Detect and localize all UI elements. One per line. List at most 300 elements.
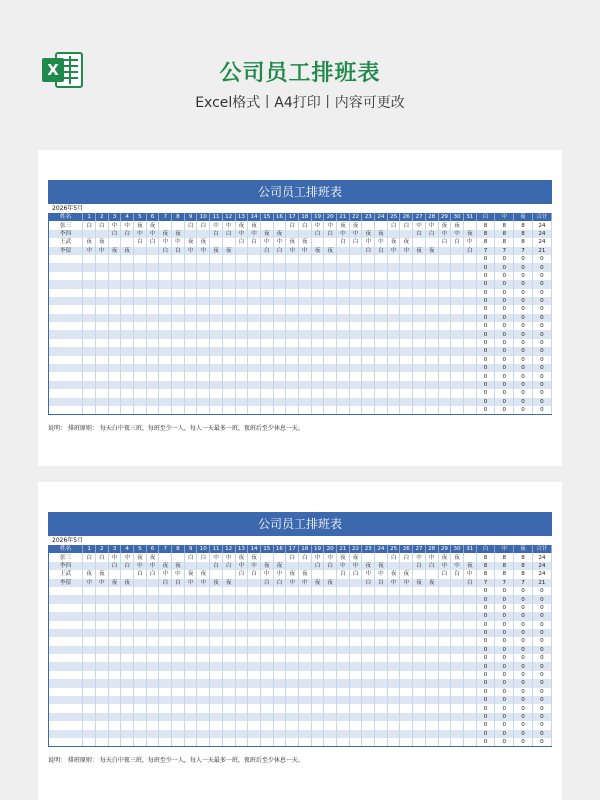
shift-cell [324, 389, 337, 397]
shift-cell [298, 671, 311, 679]
shift-cell [298, 322, 311, 330]
shift-cell [134, 406, 147, 415]
shift-cell: 白 [235, 570, 248, 578]
employee-name-cell [49, 612, 83, 620]
shift-cell [108, 347, 121, 355]
shift-cell [260, 280, 273, 288]
shift-cell [159, 263, 172, 271]
shift-cell [159, 330, 172, 338]
mid-shift-total-cell: 0 [495, 305, 514, 313]
shift-cell [324, 730, 337, 738]
day-shift-total-cell: 7 [476, 579, 495, 587]
shift-cell: 中 [210, 553, 223, 561]
shift-cell [146, 305, 159, 313]
shift-cell [438, 738, 451, 747]
grand-total-cell: 0 [532, 637, 551, 645]
shift-cell [121, 280, 134, 288]
shift-cell [324, 637, 337, 645]
shift-cell: 白 [311, 230, 324, 238]
shift-cell [235, 721, 248, 729]
shift-cell: 中 [222, 221, 235, 229]
shift-cell [451, 730, 464, 738]
shift-cell [134, 587, 147, 595]
shift-cell [311, 696, 324, 704]
shift-cell [197, 322, 210, 330]
shift-cell [413, 671, 426, 679]
shift-cell [387, 738, 400, 747]
shift-cell [324, 721, 337, 729]
table-row [49, 696, 552, 704]
day-shift-total-cell: 0 [476, 704, 495, 712]
shift-cell [159, 280, 172, 288]
shift-cell [349, 713, 362, 721]
shift-cell [463, 612, 476, 620]
shift-cell [463, 398, 476, 406]
shift-cell: 白 [95, 553, 108, 561]
shift-cell [146, 389, 159, 397]
shift-cell [108, 255, 121, 263]
shift-cell: 夜 [286, 238, 299, 246]
column-header: 10 [197, 545, 210, 553]
shift-cell [425, 671, 438, 679]
shift-cell [95, 230, 108, 238]
shift-cell [248, 612, 261, 620]
shift-cell [146, 347, 159, 355]
table-row [49, 587, 552, 595]
shift-cell [463, 704, 476, 712]
shift-cell [134, 721, 147, 729]
shift-cell [451, 629, 464, 637]
shift-cell [413, 389, 426, 397]
shift-cell: 夜 [108, 579, 121, 587]
shift-cell [463, 339, 476, 347]
shift-cell [286, 629, 299, 637]
shift-cell [273, 646, 286, 654]
night-shift-total-cell: 0 [514, 339, 533, 347]
shift-cell: 中 [286, 579, 299, 587]
shift-cell [324, 297, 337, 305]
shift-cell [413, 738, 426, 747]
shift-cell [121, 604, 134, 612]
shift-cell [298, 406, 311, 415]
shift-cell [222, 629, 235, 637]
shift-cell [260, 364, 273, 372]
shift-cell [172, 629, 185, 637]
column-header: 中 [495, 545, 514, 553]
shift-cell: 夜 [286, 570, 299, 578]
table-row [49, 247, 552, 255]
column-header: 13 [235, 213, 248, 221]
grand-total-cell: 0 [532, 587, 551, 595]
shift-cell [311, 621, 324, 629]
employee-name-cell [49, 347, 83, 355]
shift-cell [146, 339, 159, 347]
shift-cell: 中 [95, 579, 108, 587]
shift-cell [108, 621, 121, 629]
shift-cell: 中 [248, 562, 261, 570]
shift-cell [337, 263, 350, 271]
shift-cell [337, 347, 350, 355]
shift-cell [451, 247, 464, 255]
grand-total-cell: 0 [532, 305, 551, 313]
night-shift-total-cell: 7 [514, 579, 533, 587]
shift-cell [83, 389, 96, 397]
shift-cell [273, 255, 286, 263]
night-shift-total-cell: 0 [514, 255, 533, 263]
shift-cell [134, 305, 147, 313]
table-row [49, 553, 552, 561]
shift-cell [210, 662, 223, 670]
table-row [49, 272, 552, 280]
night-shift-total-cell: 0 [514, 671, 533, 679]
shift-cell [121, 398, 134, 406]
shift-cell: 白 [159, 247, 172, 255]
shift-cell: 白 [337, 238, 350, 246]
shift-cell [438, 398, 451, 406]
shift-cell [248, 738, 261, 747]
shift-cell: 夜 [83, 570, 96, 578]
column-header: 1 [83, 213, 96, 221]
shift-cell [451, 671, 464, 679]
shift-cell [197, 671, 210, 679]
shift-cell [159, 587, 172, 595]
shift-cell [197, 721, 210, 729]
shift-cell [134, 637, 147, 645]
employee-name-cell [49, 398, 83, 406]
shift-cell: 夜 [222, 247, 235, 255]
shift-cell: 白 [349, 570, 362, 578]
day-shift-total-cell: 8 [476, 553, 495, 561]
column-header: 26 [400, 213, 413, 221]
shift-cell [425, 570, 438, 578]
shift-cell [337, 372, 350, 380]
shift-cell [146, 604, 159, 612]
shift-cell [425, 330, 438, 338]
shift-cell [349, 364, 362, 372]
sheet-title: 公司员工排班表 [48, 180, 552, 204]
shift-cell [159, 322, 172, 330]
shift-cell [298, 704, 311, 712]
night-shift-total-cell: 0 [514, 314, 533, 322]
shift-cell [121, 654, 134, 662]
shift-cell [184, 604, 197, 612]
shift-cell [451, 305, 464, 313]
shift-cell [349, 339, 362, 347]
shift-cell: 夜 [146, 553, 159, 561]
shift-cell [349, 646, 362, 654]
schedule-table [48, 213, 552, 415]
column-header: 白 [476, 213, 495, 221]
table-row [49, 604, 552, 612]
shift-cell: 夜 [134, 553, 147, 561]
shift-cell [95, 263, 108, 271]
shift-cell [134, 322, 147, 330]
column-header: 22 [349, 545, 362, 553]
shift-cell [146, 398, 159, 406]
shift-cell [375, 314, 388, 322]
shift-cell [311, 305, 324, 313]
mid-shift-total-cell: 0 [495, 381, 514, 389]
employee-name-cell [49, 679, 83, 687]
shift-cell [222, 679, 235, 687]
shift-cell [184, 347, 197, 355]
shift-cell [387, 272, 400, 280]
shift-cell [286, 356, 299, 364]
shift-cell [260, 713, 273, 721]
column-header: 15 [260, 213, 273, 221]
shift-cell [438, 272, 451, 280]
shift-cell: 中 [134, 562, 147, 570]
shift-cell [463, 289, 476, 297]
shift-cell [362, 713, 375, 721]
shift-cell [235, 646, 248, 654]
shift-cell [108, 406, 121, 415]
grand-total-cell: 0 [532, 671, 551, 679]
night-shift-total-cell: 0 [514, 587, 533, 595]
shift-cell [400, 713, 413, 721]
shift-cell [134, 688, 147, 696]
shift-cell [273, 721, 286, 729]
night-shift-total-cell: 0 [514, 738, 533, 747]
shift-cell [83, 305, 96, 313]
shift-cell [425, 289, 438, 297]
shift-cell [121, 679, 134, 687]
shift-cell [172, 263, 185, 271]
table-row [49, 721, 552, 729]
shift-cell [463, 654, 476, 662]
shift-cell [184, 595, 197, 603]
shift-cell [121, 289, 134, 297]
shift-cell: 白 [210, 230, 223, 238]
shift-cell [121, 322, 134, 330]
shift-cell [438, 406, 451, 415]
shift-cell [298, 688, 311, 696]
shift-cell [413, 612, 426, 620]
shift-cell: 白 [413, 562, 426, 570]
shift-cell [438, 356, 451, 364]
shift-cell [134, 297, 147, 305]
shift-cell [438, 654, 451, 662]
shift-cell [222, 637, 235, 645]
shift-cell [311, 339, 324, 347]
employee-name-cell [49, 372, 83, 380]
shift-cell: 中 [400, 579, 413, 587]
shift-cell [311, 330, 324, 338]
shift-cell [425, 721, 438, 729]
shift-cell [463, 604, 476, 612]
shift-cell [248, 406, 261, 415]
employee-name-cell: 李留 [49, 247, 83, 255]
shift-cell [83, 612, 96, 620]
shift-cell [273, 553, 286, 561]
grand-total-cell: 21 [532, 247, 551, 255]
shift-cell [311, 654, 324, 662]
shift-cell [463, 730, 476, 738]
shift-cell [83, 629, 96, 637]
shift-cell [349, 688, 362, 696]
table-row [49, 314, 552, 322]
shift-cell [108, 372, 121, 380]
shift-cell [413, 330, 426, 338]
shift-cell: 夜 [146, 221, 159, 229]
shift-cell [400, 587, 413, 595]
shift-cell [146, 322, 159, 330]
shift-cell: 夜 [413, 247, 426, 255]
shift-cell [286, 654, 299, 662]
shift-cell [134, 389, 147, 397]
employee-name-cell [49, 314, 83, 322]
day-shift-total-cell: 0 [476, 406, 495, 415]
page-subtitle: Excel格式丨A4打印丨内容可更改 [195, 95, 405, 111]
shift-cell [260, 339, 273, 347]
shift-cell [222, 364, 235, 372]
shift-cell [95, 364, 108, 372]
shift-cell [463, 322, 476, 330]
shift-cell: 夜 [425, 247, 438, 255]
shift-cell [172, 721, 185, 729]
shift-cell [197, 562, 210, 570]
shift-cell: 中 [159, 570, 172, 578]
shift-cell [286, 289, 299, 297]
shift-cell [438, 579, 451, 587]
shift-cell [362, 646, 375, 654]
shift-cell [298, 713, 311, 721]
shift-cell [349, 671, 362, 679]
night-shift-total-cell: 0 [514, 272, 533, 280]
shift-cell [172, 587, 185, 595]
shift-cell [375, 305, 388, 313]
table-row [49, 372, 552, 380]
shift-cell [108, 595, 121, 603]
shift-cell [235, 289, 248, 297]
shift-cell [400, 738, 413, 747]
shift-cell: 夜 [337, 221, 350, 229]
shift-cell [248, 688, 261, 696]
grand-total-cell: 0 [532, 339, 551, 347]
shift-cell [286, 671, 299, 679]
shift-cell: 白 [121, 230, 134, 238]
shift-cell [235, 381, 248, 389]
shift-cell [248, 713, 261, 721]
shift-cell [349, 587, 362, 595]
column-header: 中 [495, 213, 514, 221]
shift-cell [362, 255, 375, 263]
grand-total-cell: 0 [532, 738, 551, 747]
shift-cell [121, 629, 134, 637]
table-row [49, 238, 552, 246]
shift-cell [210, 280, 223, 288]
shift-cell [121, 381, 134, 389]
shift-cell: 白 [375, 579, 388, 587]
shift-cell [95, 272, 108, 280]
table-row [49, 356, 552, 364]
shift-cell [387, 604, 400, 612]
shift-cell [197, 255, 210, 263]
shift-cell: 中 [210, 221, 223, 229]
shift-cell [337, 688, 350, 696]
shift-cell: 白 [438, 238, 451, 246]
shift-cell [184, 654, 197, 662]
table-row [49, 230, 552, 238]
shift-cell [298, 305, 311, 313]
shift-cell [184, 662, 197, 670]
shift-cell [184, 730, 197, 738]
night-shift-total-cell: 0 [514, 654, 533, 662]
shift-cell: 中 [324, 221, 337, 229]
shift-cell [83, 297, 96, 305]
shift-cell: 白 [197, 221, 210, 229]
shift-cell: 中 [248, 230, 261, 238]
shift-cell [286, 330, 299, 338]
shift-cell [362, 704, 375, 712]
shift-cell [425, 406, 438, 415]
table-row [49, 289, 552, 297]
shift-cell: 白 [172, 247, 185, 255]
mid-shift-total-cell: 8 [495, 238, 514, 246]
shift-cell [184, 696, 197, 704]
shift-cell [425, 738, 438, 747]
shift-cell [83, 604, 96, 612]
shift-cell [311, 255, 324, 263]
shift-cell [375, 604, 388, 612]
shift-cell [108, 646, 121, 654]
mid-shift-total-cell: 0 [495, 604, 514, 612]
shift-cell [222, 280, 235, 288]
shift-cell [260, 356, 273, 364]
shift-cell [463, 221, 476, 229]
shift-cell [349, 721, 362, 729]
shift-cell [134, 738, 147, 747]
shift-cell [95, 389, 108, 397]
grand-total-cell: 0 [532, 704, 551, 712]
grand-total-cell: 0 [532, 280, 551, 288]
shift-cell [463, 356, 476, 364]
shift-cell [451, 738, 464, 747]
shift-cell: 夜 [349, 221, 362, 229]
shift-cell [375, 381, 388, 389]
shift-cell [121, 314, 134, 322]
shift-cell [121, 238, 134, 246]
night-shift-total-cell: 0 [514, 389, 533, 397]
shift-cell [210, 339, 223, 347]
day-shift-total-cell: 0 [476, 305, 495, 313]
shift-cell [387, 330, 400, 338]
shift-cell [324, 289, 337, 297]
shift-cell [324, 398, 337, 406]
shift-cell: 夜 [451, 553, 464, 561]
shift-cell [121, 721, 134, 729]
shift-cell: 中 [438, 562, 451, 570]
shift-cell [400, 637, 413, 645]
shift-cell [184, 289, 197, 297]
shift-cell [400, 314, 413, 322]
shift-cell [146, 646, 159, 654]
shift-cell [108, 364, 121, 372]
shift-cell: 夜 [83, 238, 96, 246]
shift-cell [108, 704, 121, 712]
shift-cell [197, 330, 210, 338]
shift-cell: 中 [311, 553, 324, 561]
shift-cell [362, 738, 375, 747]
shift-cell [349, 629, 362, 637]
shift-cell [134, 347, 147, 355]
shift-cell [159, 381, 172, 389]
shift-cell [146, 272, 159, 280]
shift-cell [121, 305, 134, 313]
shift-cell [172, 364, 185, 372]
shift-cell: 中 [222, 553, 235, 561]
shift-cell [83, 347, 96, 355]
